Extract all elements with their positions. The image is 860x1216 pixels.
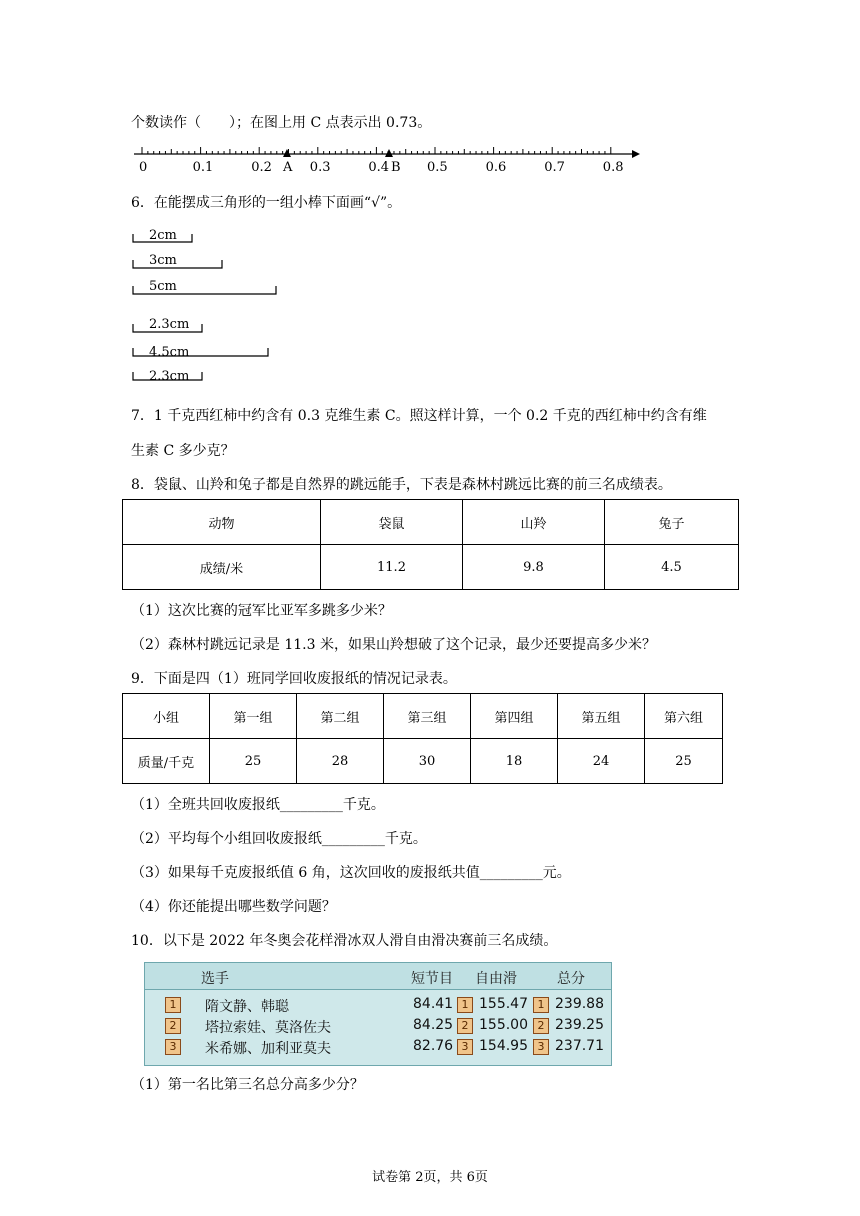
results-row [145, 995, 611, 1015]
rank-badge: 1 [165, 997, 181, 1013]
table-cell: 28 [297, 739, 384, 784]
table-row [123, 545, 739, 590]
point-b-label: B [391, 160, 401, 175]
table-cell: 小组 [123, 694, 210, 739]
table-cell: 24 [558, 739, 645, 784]
table-cell: 30 [384, 739, 471, 784]
question-9-sub2: （2）平均每个小组回收废报纸_________千克。 [131, 831, 427, 847]
stick-label: 2.3cm [149, 317, 190, 332]
header-free: 自由滑 [475, 971, 517, 987]
stick-label: 3cm [149, 253, 177, 268]
question-8: 8．袋鼠、山羚和兔子都是自然界的跳远能手，下表是森林村跳远比赛的前三名成绩表。 [131, 477, 672, 493]
stick-label: 2cm [149, 228, 177, 243]
total-score: 239.88 [555, 996, 604, 1012]
stick-label: 5cm [149, 279, 177, 294]
header-short: 短节目 [411, 971, 453, 987]
point-b-marker [385, 149, 393, 157]
player-name: 隋文静、韩聪 [205, 999, 289, 1015]
question-9: 9．下面是四（1）班同学回收废报纸的情况记录表。 [131, 671, 457, 687]
page-footer: 试卷第 2页，共 6页 [372, 1170, 488, 1185]
total-score: 239.25 [555, 1017, 604, 1033]
rank-badge: 3 [165, 1039, 181, 1055]
results-row [145, 1016, 611, 1036]
player-name: 塔拉索娃、莫洛佐夫 [205, 1020, 331, 1036]
header-player: 选手 [201, 971, 229, 987]
table-cell: 25 [645, 739, 723, 784]
number-line-label: 0.3 [309, 160, 331, 175]
free-score: 154.95 [479, 1038, 528, 1054]
table-cell: 袋鼠 [321, 500, 463, 545]
point-a-label: A [283, 160, 293, 175]
results-row [145, 1037, 611, 1057]
short-score: 82.76 [413, 1038, 454, 1054]
question-5-tail: 个数读作（ ）；在图上用 C 点表示出 0.73。 [131, 115, 432, 131]
short-score: 84.41 [413, 996, 454, 1012]
number-line-label: 0.2 [251, 160, 272, 175]
number-line-label: 0.1 [192, 160, 214, 175]
rank-badge: 1 [457, 997, 473, 1013]
number-line-label: 0.8 [602, 160, 624, 175]
number-line-label: 0.6 [485, 160, 507, 175]
table-cell: 动物 [123, 500, 321, 545]
question-10-sub1: （1）第一名比第三名总分高多少分？ [131, 1077, 364, 1093]
table-row [123, 739, 723, 784]
question-7-line1: 7．1 千克西红柿中约含有 0.3 克维生素 C。照这样计算，一个 0.2 千克的西红柿中约含有维 [131, 408, 707, 424]
table-cell: 18 [471, 739, 558, 784]
number-line-label: 0.7 [544, 160, 565, 175]
table-cell: 11.2 [321, 545, 463, 590]
table-cell: 25 [210, 739, 297, 784]
player-name: 米希娜、加利亚莫夫 [205, 1041, 331, 1057]
table-cell: 第五组 [558, 694, 645, 739]
rank-badge: 2 [533, 1018, 549, 1034]
question-9-sub3: （3）如果每千克废报纸值 6 角，这次回收的废报纸共值_________元。 [131, 865, 571, 881]
jump-results-table [122, 499, 739, 590]
table-cell: 成绩/米 [123, 545, 321, 590]
question-10: 10．以下是 2022 年冬奥会花样滑冰双人滑自由滑决赛前三名成绩。 [131, 933, 558, 949]
table-cell: 第四组 [471, 694, 558, 739]
rank-badge: 3 [533, 1039, 549, 1055]
question-8-sub2: （2）森林村跳远记录是 11.3 米，如果山羚想破了这个记录，最少还要提高多少米？ [131, 637, 656, 653]
number-line-label: 0.5 [427, 160, 448, 175]
table-cell: 9.8 [463, 545, 605, 590]
rank-badge: 1 [533, 997, 549, 1013]
rank-badge: 2 [457, 1018, 473, 1034]
paper-collection-table [122, 693, 723, 784]
table-cell: 第三组 [384, 694, 471, 739]
total-score: 237.71 [555, 1038, 604, 1054]
table-cell: 4.5 [605, 545, 739, 590]
olympic-results-panel [144, 962, 612, 1066]
number-line-label: 0.4 [368, 160, 390, 175]
stick-3cm [133, 260, 222, 268]
table-cell: 兔子 [605, 500, 739, 545]
number-line-label: 0 [139, 160, 148, 175]
question-8-sub1: （1）这次比赛的冠军比亚军多跳多少米？ [131, 603, 392, 619]
rank-badge: 2 [165, 1018, 181, 1034]
short-score: 84.25 [413, 1017, 454, 1033]
question-6: 6．在能摆成三角形的一组小棒下面画“√”。 [131, 195, 402, 211]
table-row [123, 500, 739, 545]
question-9-sub1: （1）全班共回收废报纸_________千克。 [131, 797, 385, 813]
header-total: 总分 [557, 971, 585, 987]
table-cell: 第一组 [210, 694, 297, 739]
question-7-line2: 生素 C 多少克？ [131, 443, 235, 459]
table-cell: 山羚 [463, 500, 605, 545]
free-score: 155.00 [479, 1017, 528, 1033]
free-score: 155.47 [479, 996, 528, 1012]
table-row [123, 694, 723, 739]
table-cell: 第六组 [645, 694, 723, 739]
question-9-sub4: （4）你还能提出哪些数学问题？ [131, 899, 336, 915]
stick-label: 2.3cm [149, 369, 190, 384]
point-a-marker [283, 149, 291, 157]
table-cell: 第二组 [297, 694, 384, 739]
results-header [145, 963, 611, 990]
rank-badge: 3 [457, 1039, 473, 1055]
stick-label: 4.5cm [149, 345, 190, 360]
table-cell: 质量/千克 [123, 739, 210, 784]
